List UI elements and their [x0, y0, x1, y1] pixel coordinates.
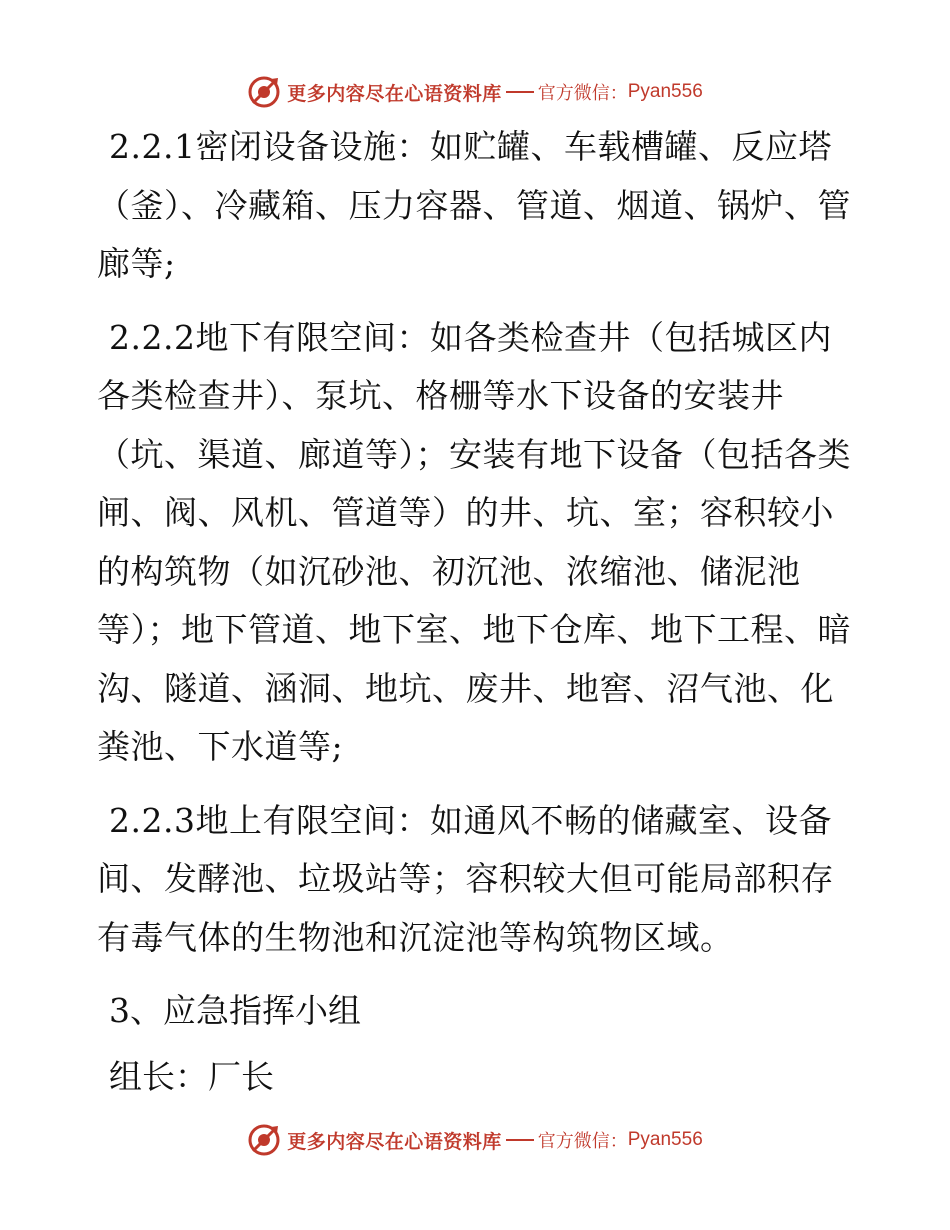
paragraph-text: 地下有限空间：如各类检查井（包括城区内各类检查井）、泵坑、格栅等水下设备的安装井（坑、渠道、廊道等）；安装有地下设备（包括各类闸、阀、风机、管道等）的井、坑、室；容积较小的构筑物（如沉砂池、初沉池、浓缩池、储泥池等）；地下管道、地下室、地下仓库、地下工程、暗沟、隧道、涵洞、地坑、废井、地窖、沼气池、化粪池、下水道等; — [97, 317, 851, 766]
paragraph-number: 2.2.2 — [109, 317, 196, 357]
banner-title: 更多内容尽在心语资料库 — [287, 1130, 502, 1153]
banner-divider — [506, 91, 534, 93]
document-body — [97, 118, 857, 1114]
banner-contact-label: 官方微信： — [537, 83, 628, 104]
paragraph-text: 密闭设备设施：如贮罐、车载槽罐、反应塔（釜）、冷藏箱、压力容器、管道、烟道、锅炉、管廊等; — [97, 127, 851, 283]
paragraph-2-2-2 — [97, 309, 857, 777]
paragraph-number: 2.2.1 — [109, 127, 196, 166]
paragraph-text: 地上有限空间：如通风不畅的储藏室、设备间、发酵池、垃圾站等；容积较大但可能局部积存有毒气体的生物池和沉淀池等构筑物区域。 — [97, 800, 834, 957]
footer-banner — [0, 1120, 950, 1160]
paragraph-number: 2.2.3 — [109, 800, 196, 840]
banner-divider — [506, 1139, 534, 1141]
banner-contact-id: Pyan556 — [627, 1129, 703, 1150]
leader-line: 组长：厂长 — [109, 1057, 274, 1096]
section-heading: 3、应急指挥小组 — [109, 991, 361, 1030]
banner-contact-label: 官方微信： — [537, 1131, 628, 1152]
paragraph-2-2-1 — [97, 118, 857, 294]
paragraph-2-2-3 — [97, 792, 857, 968]
logo-icon — [247, 1123, 281, 1157]
banner-title: 更多内容尽在心语资料库 — [287, 82, 502, 105]
header-banner — [0, 72, 950, 112]
logo-icon — [247, 75, 281, 109]
banner-contact-id: Pyan556 — [627, 81, 703, 102]
